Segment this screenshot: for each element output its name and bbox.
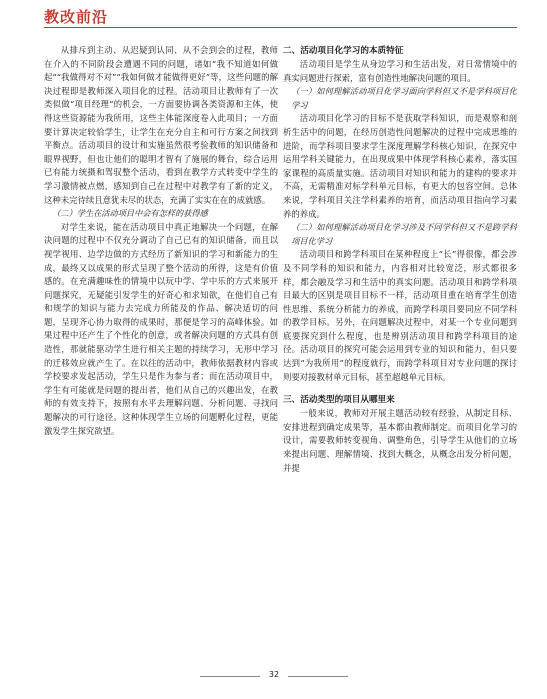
page-header — [0, 0, 547, 30]
paragraph: 从排斥到主动、从迟疑到认同、从不会到会的过程，教师在介入的不同阶段会遭遇不同的问题，诸如“我不知道如何做起”“我做得对不对”“我如何做才能做得更好”等，这些问题的解决过程即是教师深入项目化的过程。活动项目让教师有了一次类似做“项目经理”的机会，一方面要协调各类资源和主体，使得这些资源能为我所用，这些主体能深度卷入此项目；一方面要计算决定较恰学生，让学生在充分自主和可行方案之间找到平衡点。活动项目的设计和实施虽然很考验教师的知识储备和眼界视野，但也让他们的聪明才智有了施展的舞台，综合运用已有能力统摄和驾驭整个活动，看到在教学方式转变中学生的学习激情被点燃，感知到自己在过程中对教学有了新的定义，这种未完待续且意犹未尽的状态，充满了实实在在的成就感。 — [44, 45, 278, 205]
footer-rule — [200, 676, 260, 677]
page-number: 32 — [268, 670, 280, 679]
spacer — [283, 384, 517, 393]
header-rule — [44, 27, 517, 28]
paragraph: 一般来说，教师对开展主题活动较有经验，从制定目标、安排进程到确定成果等，基本都由教师制定。而项目化学习的设计，需要教师转变视角、调整角色，引导学生从他们的立场来提出问题、理解情境、找到大概念，从概念出发分析问题，并提 — [283, 408, 517, 473]
section-heading: 三、活动类型的项目从哪里来 — [283, 395, 395, 406]
subheading: （一）如何理解活动项目化学习面向学科但又不是学科项目化学习 — [291, 86, 517, 110]
paragraph: 活动项目和跨学科项目在某种程度上“长”得很像，都会涉及不同学科的知识和能力，内容相对比较宽泛，形式都很多样，都会融及学习和生活中的真实问题。活动项目和跨学科项目最大的区别是项目目标不一样，活动项目重在培育学生创造性思维、系统分析能力的养成，而跨学科项目要同应不同学科的教学目标。另外，在问题解决过程中，对某一个专业问题到底要探究到什么程度，也是辨别活动项目和跨学科项目的途径。活动项目的探究可能会运用到专业的知识和能力，但只要达到“为我所用”的程度就行，而跨学科项目对专业问题的探讨则要对接教材单元目标，甚至超越单元目标。 — [283, 249, 517, 382]
right-column — [283, 44, 517, 475]
section-title: 教改前沿 — [44, 8, 109, 26]
paragraph: 活动项目化学习的目标不是获取学科知识，而是观察和剖析生活中的问题，在经历创造性问题解决的过程中完成思维的进阶，而学科项目要求学生深度理解学科核心知识，在探究中运用学科关键能力，在出现成果中体现学科核心素养，落实国家课程的高质量实施。活动项目对知识和能力的建构的要求并不高，无需精准对标学科单元目标，有更大的包容空间。总体来说，学科项目关注学科素养的培育，而活动项目指向学习素养的养成。 — [283, 113, 517, 219]
subheading: （二）如何理解活动项目化学习涉及不同学科但又不是跨学科项目化学习 — [291, 222, 517, 246]
subheading: （二）学生在活动项目中会有怎样的获得感 — [52, 208, 208, 219]
paragraph: 对学生来说，能在活动项目中真正地解决一个问题，在解决问题的过程中不仅充分调动了自己已有的知识储备，而且以视学视用、边学边做的方式经历了新知识的学习和新能力的生成，最终又以成果的形式呈现了整个活动的所得，这是有价值感的。在充满趣味性的情境中以玩中学、学中乐的方式来展开问题探究，无疑能引发学生的好奇心和求知欲，在他们自己有和规学的知识与能力去完成力所能及的作品、解决适切的问题，呈现齐心协力取得的成果时，那便是学习的高峰体验。如果过程中还产生了个性化的创意，或者解决问题的方式具有创造性，那就能驱动学生进行相关主题的持续学习，无形中学习的迁移效应就产生了。在以往的活动中，教师依据教材内容或学校要求发起活动，学生只是作为参与者；而在活动项目中，学生有可能就是问题的提出者，他们从自己的兴趣出发，在教师的有效支持下，按照有水平去理解问题、分析问题、寻找问题解决的可行途径。这种体现学生立场的问题孵化过程，更能激发学生探究欲望。 — [44, 221, 278, 436]
paragraph: 活动项目是学生从身边学习和生活出发，对日常情境中的真实问题进行探索，富有创造性地解决问题的项目。 — [283, 59, 517, 83]
section-heading: 二、活动项目化学习的本质特征 — [283, 46, 404, 56]
footer-rule — [288, 676, 348, 677]
left-column — [44, 44, 278, 438]
